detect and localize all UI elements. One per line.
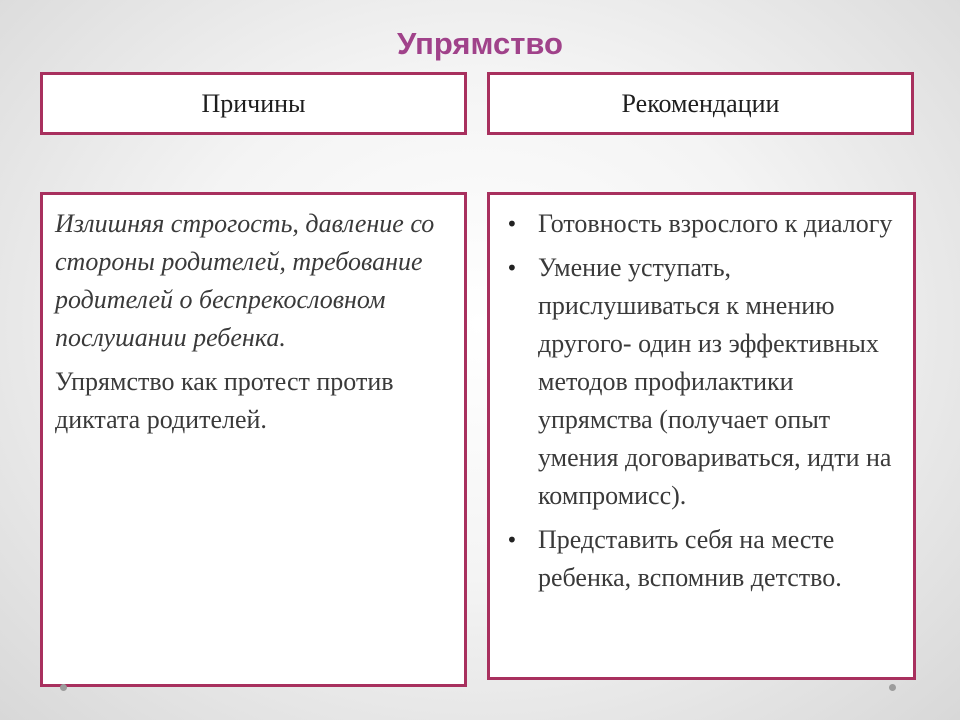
causes-header-box bbox=[40, 72, 467, 135]
recommendations-content-box bbox=[487, 192, 916, 680]
recommendation-text-3: Представить себя на месте ребенка, вспомнив детство. bbox=[538, 525, 842, 592]
bullet-icon: • bbox=[506, 528, 518, 552]
recommendations-list bbox=[502, 205, 905, 597]
causes-paragraph-1: Излишняя строгость, давление со стороны родителей, требование родителей о беспрекословном послушании ребенка. bbox=[55, 209, 435, 352]
causes-paragraph-2: Упрямство как протест против диктата родителей. bbox=[55, 367, 394, 434]
bullet-icon: • bbox=[506, 256, 518, 280]
bullet-icon: • bbox=[506, 212, 518, 236]
slide-title: Упрямство bbox=[397, 26, 563, 61]
recommendation-item-1 bbox=[502, 205, 905, 243]
causes-content-box bbox=[40, 192, 467, 687]
recommendation-text-2: Умение уступать, прислушиваться к мнению другого- один из эффективных методов профилактики упрямства (получает опыт умения договариваться, идти на компромисс). bbox=[538, 253, 892, 510]
recommendations-header-box bbox=[487, 72, 914, 135]
causes-header-label: Причины bbox=[201, 88, 306, 118]
recommendation-text-1: Готовность взрослого к диалогу bbox=[538, 209, 893, 238]
decorative-dot-left bbox=[60, 684, 67, 691]
decorative-dot-right bbox=[889, 684, 896, 691]
recommendation-item-2 bbox=[502, 249, 905, 515]
recommendation-item-3 bbox=[502, 521, 905, 597]
recommendations-header-label: Рекомендации bbox=[621, 88, 780, 118]
